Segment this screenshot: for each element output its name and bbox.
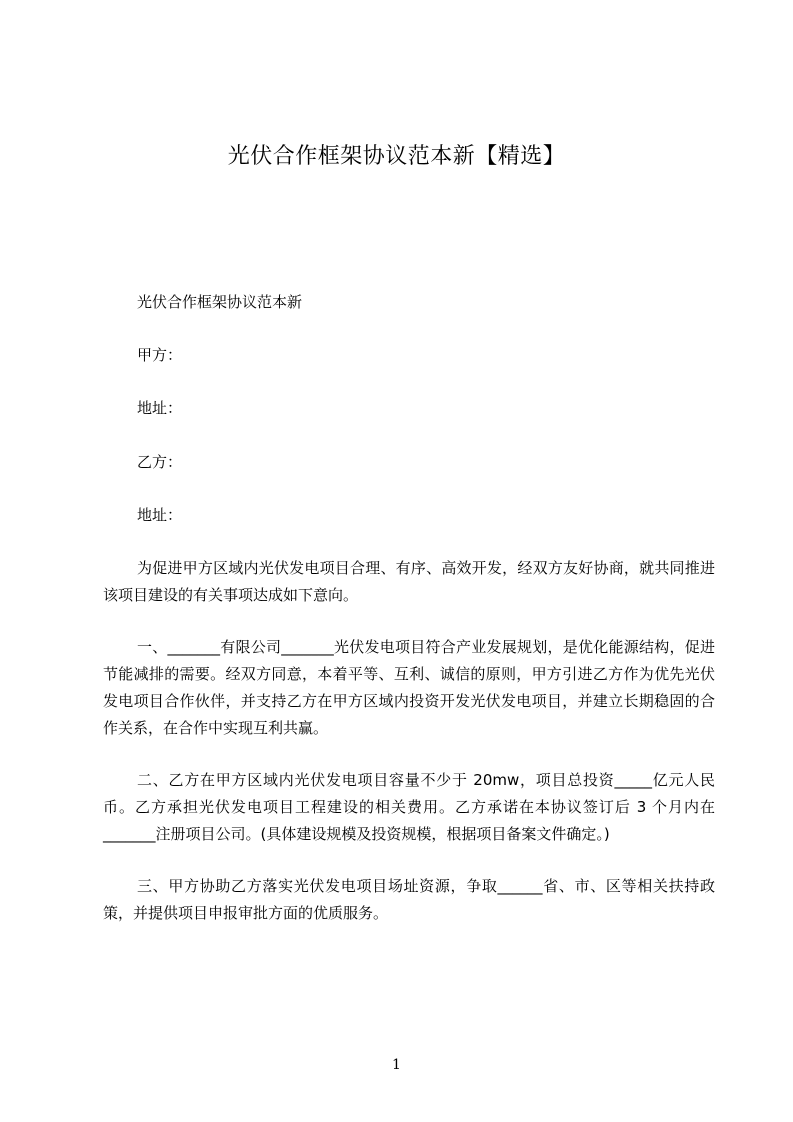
party-a-address-label: 地址：: [137, 399, 183, 417]
party-a-label: 甲方：: [137, 346, 183, 364]
page-number: 1: [392, 1057, 401, 1073]
paragraph-clause-1: 一、_______有限公司_______光伏发电项目符合产业发展规划，是优化能源结构，促进节能减排的需要。经双方同意，本着平等、互利、诚信的原则，甲方引进乙方作为优先光伏发电项目合作伙伴，并支持乙方在甲方区域内投资开发光伏发电项目，并建立长期稳固的合作关系，在合作中实现互利共赢。: [103, 638, 715, 737]
paragraph-intro: 为促进甲方区域内光伏发电项目合理、有序、高效开发，经双方友好协商，就共同推进该项目建设的有关事项达成如下意向。: [103, 559, 715, 604]
party-b-label: 乙方：: [137, 453, 183, 471]
document-subtitle: 光伏合作框架协议范本新: [137, 293, 303, 311]
party-b-address-label: 地址：: [137, 506, 183, 524]
paragraph-clause-3: 三、甲方协助乙方落实光伏发电项目场址资源，争取______省、市、区等相关扶持政策，并提供项目申报审批方面的优质服务。: [103, 877, 715, 922]
document-title: 光伏合作框架协议范本新【精选】: [227, 144, 566, 169]
paragraph-clause-2: 二、乙方在甲方区域内光伏发电项目容量不少于 20mw，项目总投资_____亿元人民币。乙方承担光伏发电项目工程建设的相关费用。乙方承诺在本协议签订后 3 个月内在_______注册项目公司。(具体建设规模及投资规模，根据项目备案文件确定。): [103, 771, 715, 843]
